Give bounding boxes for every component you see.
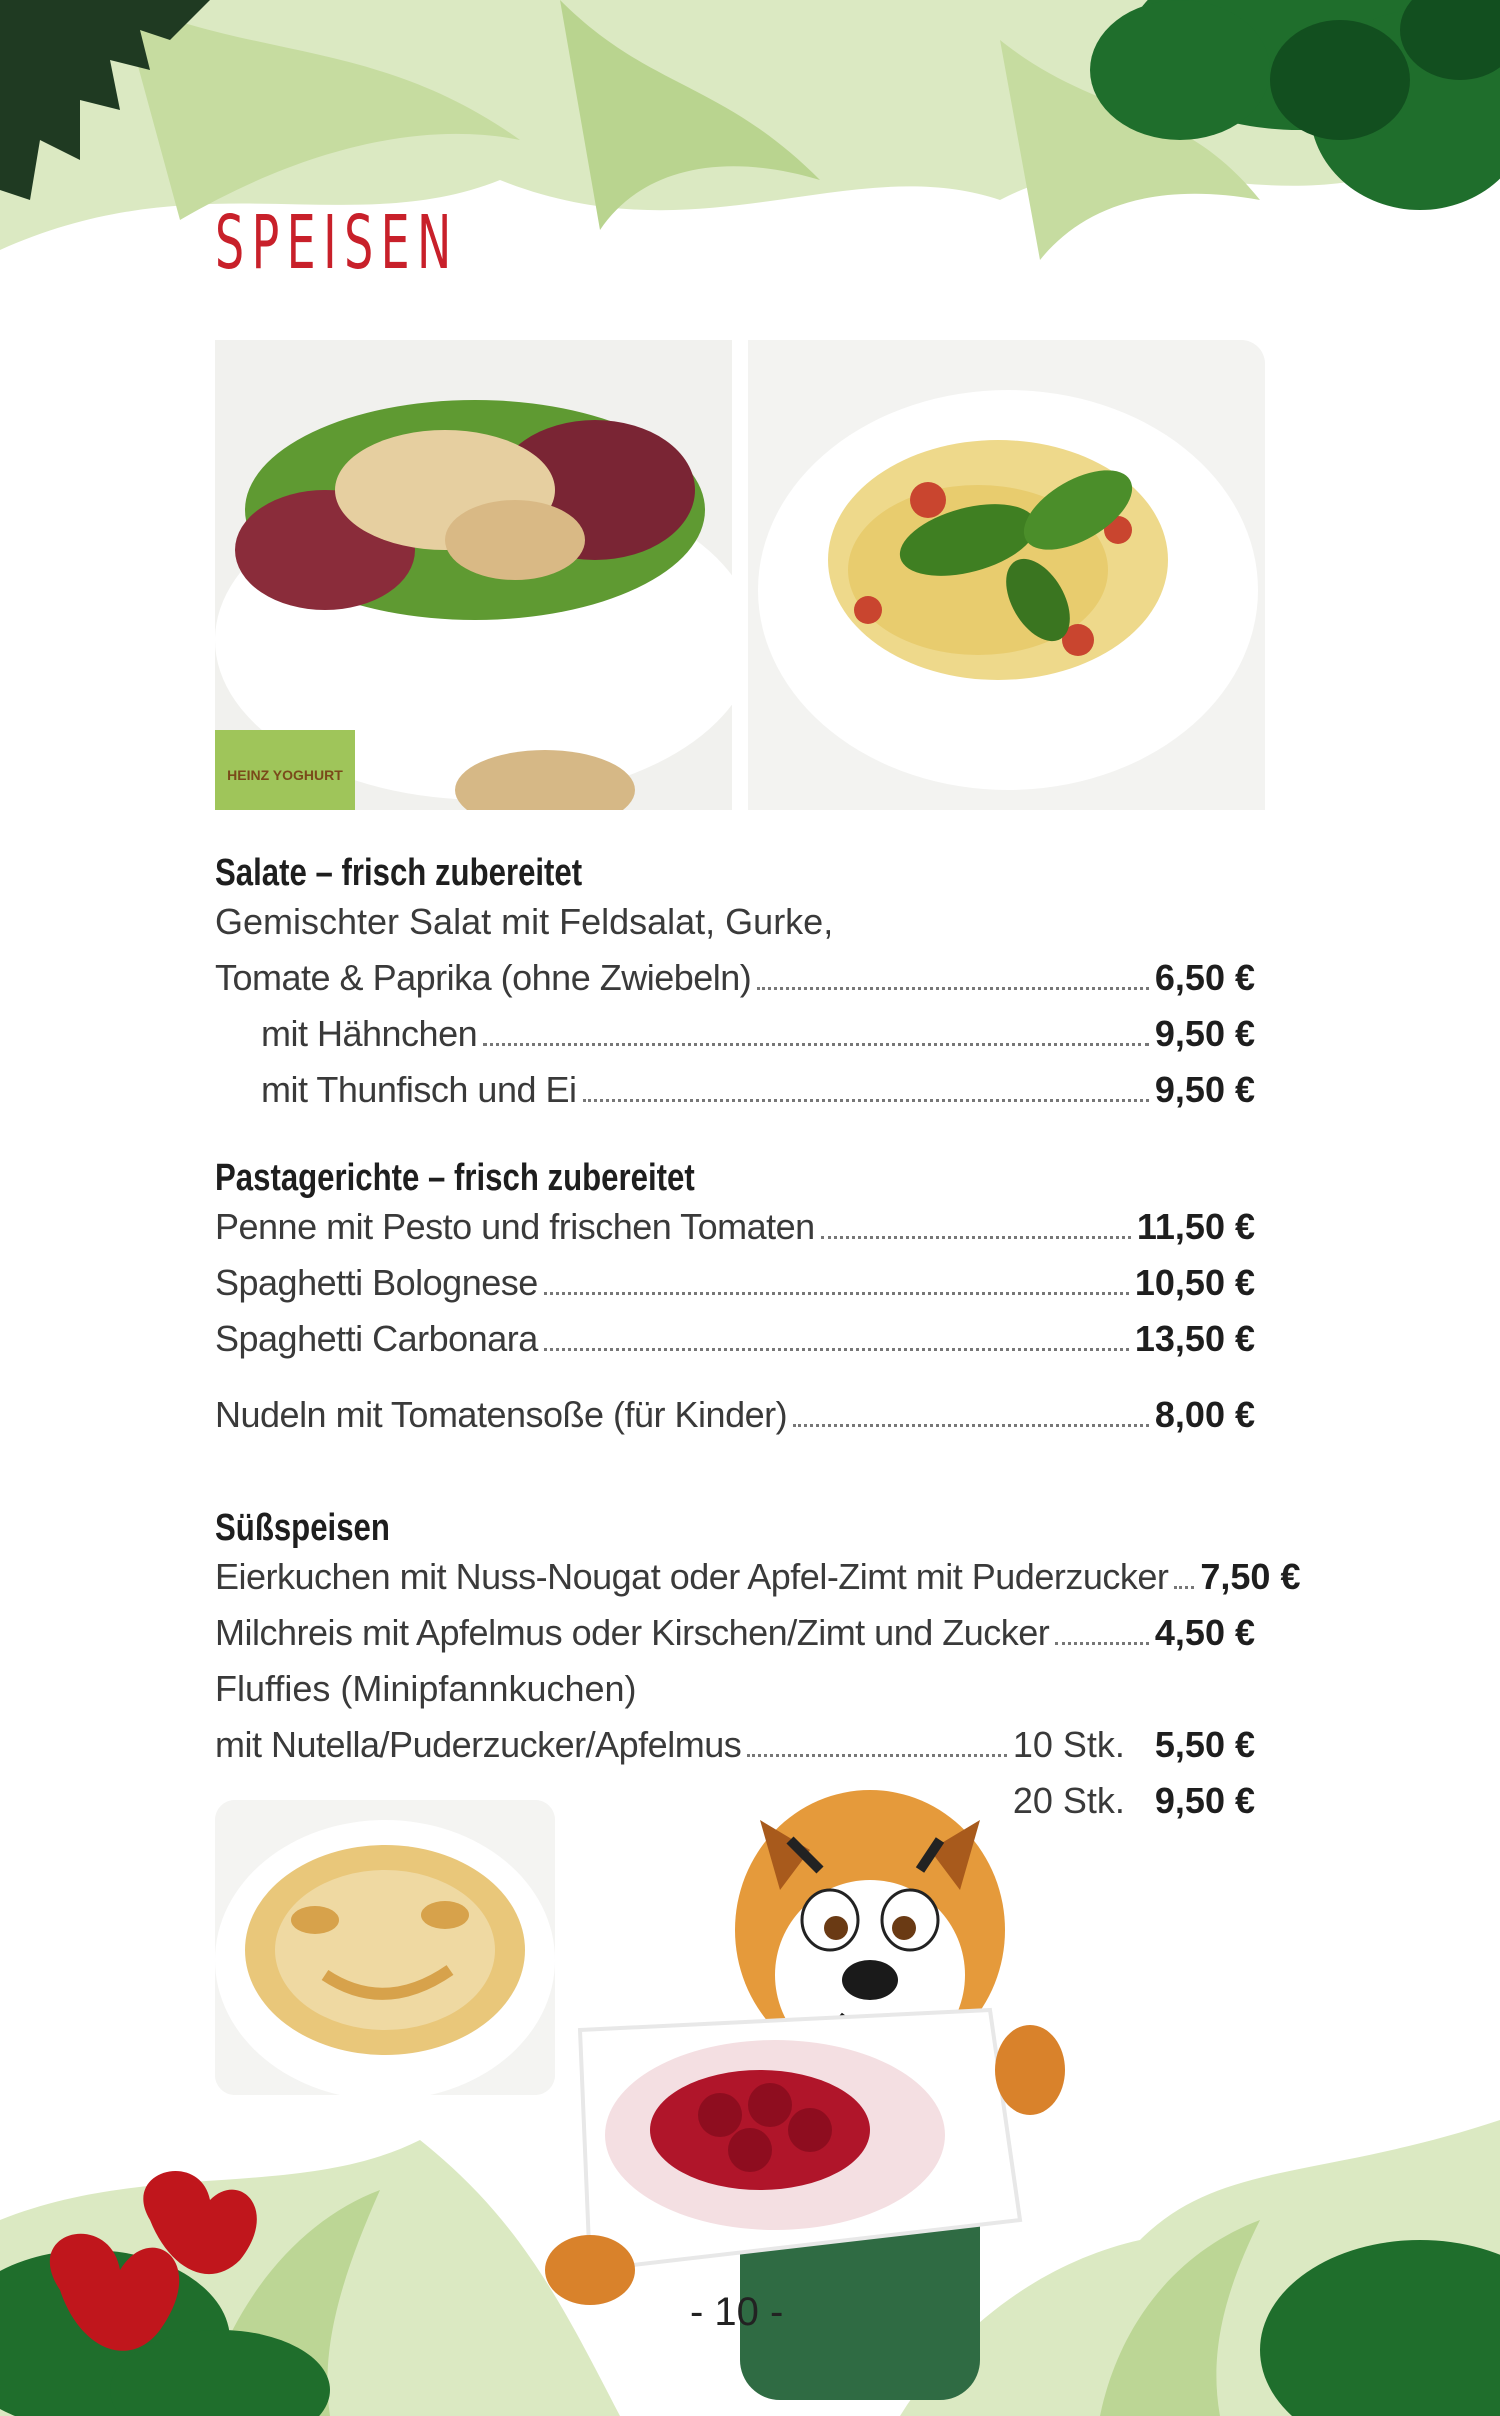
menu-item: mit Nutella/Puderzucker/Apfelmus 10 Stk. 5,50 €: [215, 1724, 1255, 1765]
page-number: - 10 -: [690, 2290, 784, 2334]
salad-bowl-photo: [215, 340, 732, 810]
section-heading-salate: Salate – frisch zubereitet: [215, 852, 583, 894]
leader-dots: [483, 1043, 1149, 1046]
yoghurt-packet-label: HEINZ YOGHURT: [227, 767, 343, 783]
leader-dots: [544, 1292, 1129, 1295]
menu-item: Tomate & Paprika (ohne Zwiebeln) 6,50 €: [215, 957, 1255, 998]
menu-quantity: 20 Stk.: [1012, 1780, 1125, 1821]
menu-item: mit Hähnchen 9,50 €: [261, 1013, 1255, 1054]
menu-quantity: 10 Stk.: [1012, 1724, 1125, 1765]
menu-price: 6,50 €: [1154, 957, 1255, 998]
menu-price: 7,50 €: [1200, 1556, 1301, 1597]
leader-dots: [821, 1236, 1131, 1239]
salate-intro: Gemischter Salat mit Feldsalat, Gurke,: [215, 901, 834, 942]
section-heading-pasta: Pastagerichte – frisch zubereitet: [215, 1157, 695, 1199]
menu-item: mit Thunfisch und Ei 9,50 €: [261, 1069, 1255, 1110]
menu-price: 11,50 €: [1136, 1206, 1255, 1247]
leader-dots: [757, 987, 1149, 990]
menu-price: 5,50 €: [1154, 1724, 1255, 1765]
leader-dots: [747, 1754, 1007, 1757]
menu-price: 9,50 €: [1154, 1069, 1255, 1110]
menu-item: Eierkuchen mit Nuss-Nougat oder Apfel-Zimt mit Puderzucker 7,50 €: [215, 1556, 1301, 1597]
menu-item: Penne mit Pesto und frischen Tomaten 11,50 €: [215, 1206, 1255, 1247]
leader-dots: [544, 1348, 1129, 1351]
suessspeisen-section: [215, 1500, 1301, 1826]
leader-dots: [793, 1424, 1149, 1427]
fluffies-intro: Fluffies (Minipfannkuchen): [215, 1668, 637, 1709]
menu-item: Spaghetti Carbonara 13,50 €: [215, 1318, 1255, 1359]
menu-price: 13,50 €: [1134, 1318, 1255, 1359]
menu-item: Spaghetti Bolognese 10,50 €: [215, 1262, 1255, 1303]
page-title: SPEISEN: [215, 200, 459, 286]
menu-price: 10,50 €: [1134, 1262, 1255, 1303]
pasta-section: [215, 1150, 1255, 1450]
menu-price: 9,50 €: [1154, 1013, 1255, 1054]
menu-item: Nudeln mit Tomatensoße (für Kinder) 8,00 €: [215, 1394, 1255, 1435]
leader-dots: [1055, 1642, 1149, 1645]
leader-dots: [583, 1099, 1149, 1102]
menu-price: 9,50 €: [1154, 1780, 1255, 1821]
leader-dots: [1174, 1586, 1194, 1589]
menu-price: 8,00 €: [1154, 1394, 1255, 1435]
menu-price: 4,50 €: [1154, 1612, 1255, 1653]
menu-item: Milchreis mit Apfelmus oder Kirschen/Zimt und Zucker 4,50 €: [215, 1612, 1255, 1653]
salate-section: [215, 845, 1255, 1125]
porridge-bowl-photo: [215, 1800, 555, 2095]
spaghetti-carbonara-photo: [748, 340, 1265, 810]
section-heading-suessspeisen: Süßspeisen: [215, 1507, 390, 1549]
tiger-mascot-with-rice-pudding: [520, 1780, 1090, 2400]
